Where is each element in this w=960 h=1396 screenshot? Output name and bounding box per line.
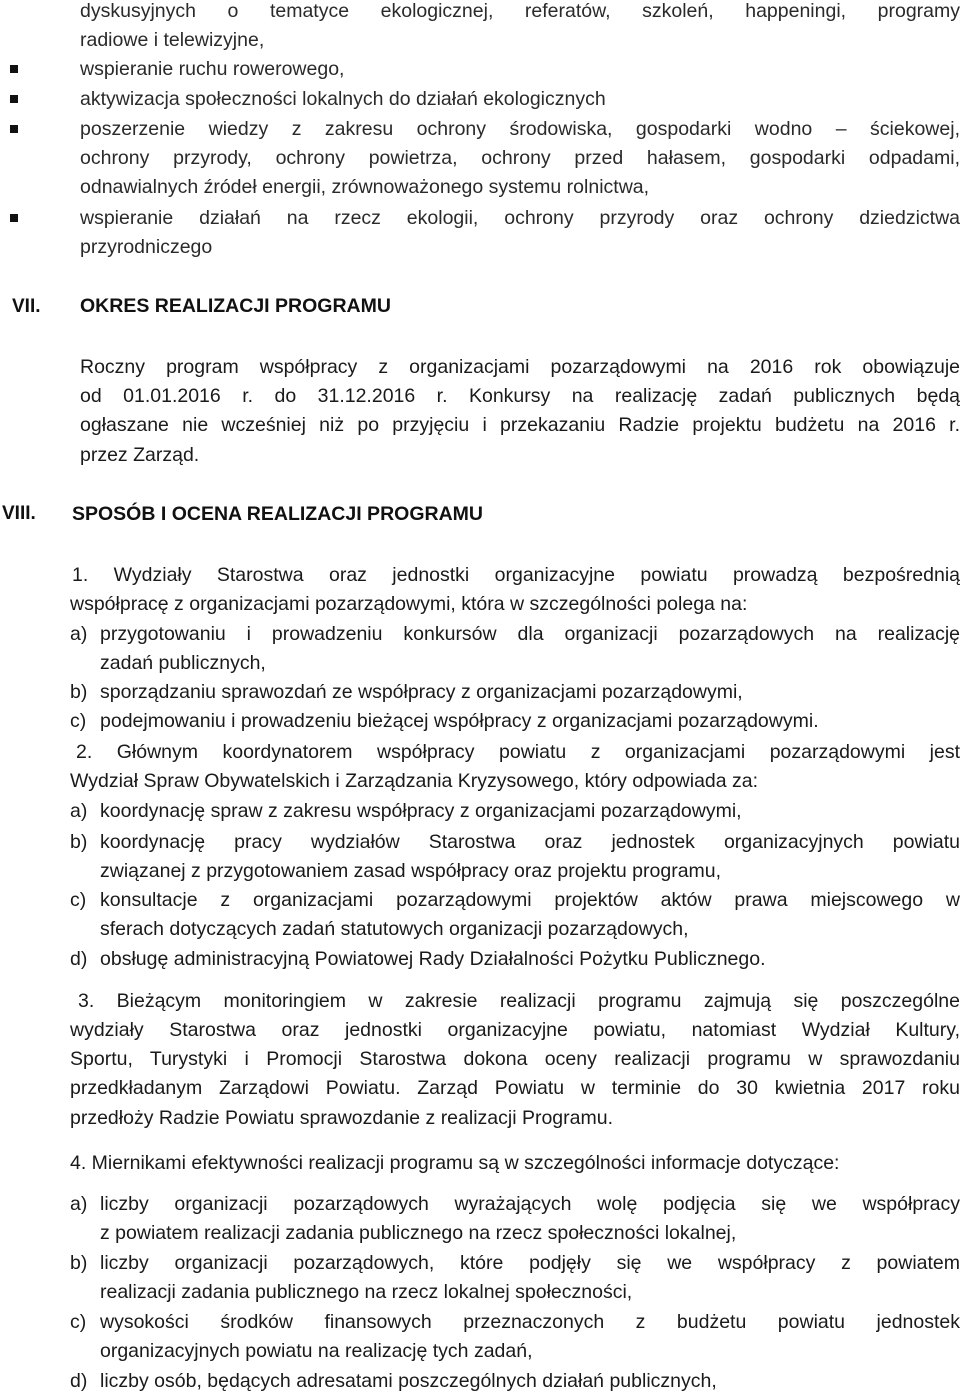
bullet-item-line: ochrony przyrody, ochrony powietrza, ochrony przed hałasem, gospodarki odpadami, [80,147,960,169]
list-item-line: wysokości środków finansowych przeznaczonych z budżetu powiatu jednostek [100,1311,960,1333]
bullet-continuation-line: dyskusyjnych o tematyce ekologicznej, referatów, szkoleń, happeningi, programy [80,0,960,22]
section-title: SPOSÓB I OCENA REALIZACJI PROGRAMU [72,503,483,525]
paragraph-line: przedłoży Radzie Powiatu sprawozdanie z realizacji Programu. [70,1107,614,1129]
paragraph-line: 4. Miernikami efektywności realizacji programu są w szczególności informacje dotyczące: [70,1152,840,1174]
list-item-line: sporządzaniu sprawozdań ze współpracy z organizacjami pozarządowymi, [100,681,743,703]
list-item-line: obsługę administracyjną Powiatowej Rady Działalności Pożytku Publicznego. [100,948,766,970]
list-item-line: zadań publicznych, [100,652,266,674]
paragraph-line: Roczny program współpracy z organizacjami pozarządowymi na 2016 rok obowiązuje [80,356,960,378]
bullet-item-line: przyrodniczego [80,236,213,258]
bullet-continuation-line: radiowe i telewizyjne, [80,29,265,51]
list-item-line: koordynację pracy wydziałów Starostwa oraz jednostek organizacyjnych powiatu [100,831,960,853]
list-item-line: koordynację spraw z zakresu współpracy z organizacjami pozarządowymi, [100,800,742,822]
paragraph-line: 3. Bieżącym monitoringiem w zakresie realizacji programu zajmują się poszczególne [78,990,960,1012]
paragraph-line: ogłaszane nie wcześniej niż po przyjęciu i przekazaniu Radzie projektu budżetu na 2016 r. [80,414,960,436]
list-item-line: liczby organizacji pozarządowych, które podjęły się we współpracy z powiatem [100,1252,960,1274]
bullet-item: wspieranie ruchu rowerowego, [80,58,345,80]
paragraph-line: Sportu, Turystyki i Promocji Starostwa dokona oceny realizacji programu w sprawozdaniu [70,1048,960,1070]
list-label: a) [70,1193,88,1215]
section-number: VII. [12,296,41,317]
list-item-line: sferach dotyczących zadań statutowych organizacji pozarządowych, [100,918,689,940]
square-bullet-icon [10,214,18,222]
list-label: b) [70,831,88,853]
paragraph-line: współpracę z organizacjami pozarządowymi, która w szczególności polega na: [70,593,748,615]
paragraph-line: wydziały Starostwa oraz jednostki organizacyjne powiatu, natomiast Wydział Kultury, [70,1019,960,1041]
list-item-line: realizacji zadania publicznego na rzecz lokalnej społeczności, [100,1281,633,1303]
list-label: b) [70,1252,88,1274]
paragraph-line: od 01.01.2016 r. do 31.12.2016 r. Konkursy na realizację zadań publicznych będą [80,385,960,407]
list-label: a) [70,800,88,822]
list-item-line: liczby organizacji pozarządowych wyrażających wolę podjęcia się we współpracy [100,1193,960,1215]
list-item-line: związanej z przygotowaniem zasad współpracy oraz projektu programu, [100,860,722,882]
paragraph-line: przez Zarząd. [80,444,200,466]
list-label: a) [70,623,88,645]
list-item-line: organizacyjnych powiatu na realizację tych zadań, [100,1340,533,1362]
bullet-item: aktywizacja społeczności lokalnych do działań ekologicznych [80,88,606,110]
bullet-item-line: odnawialnych źródeł energii, zrównoważonego systemu rolnictwa, [80,176,650,198]
bullet-item-line: wspieranie działań na rzecz ekologii, ochrony przyrody oraz ochrony dziedzictwa [80,207,960,229]
list-item-line: liczby osób, będących adresatami poszczególnych działań publicznych, [100,1370,717,1392]
list-label: c) [70,1311,87,1333]
paragraph-line: przedkładanym Zarządowi Powiatu. Zarząd Powiatu w terminie do 30 kwietnia 2017 roku [70,1077,960,1099]
square-bullet-icon [10,65,18,73]
list-label: c) [70,710,87,732]
paragraph-line: 2. Głównym koordynatorem współpracy powiatu z organizacjami pozarządowymi jest [76,741,960,763]
list-item-line: konsultacje z organizacjami pozarządowymi projektów aktów prawa miejscowego w [100,889,960,911]
section-title: OKRES REALIZACJI PROGRAMU [80,295,391,317]
list-item-line: podejmowaniu i prowadzeniu bieżącej współpracy z organizacjami pozarządowymi. [100,710,819,732]
bullet-item-line: poszerzenie wiedzy z zakresu ochrony środowiska, gospodarki wodno – ściekowej, [80,118,960,140]
list-item-line: przygotowaniu i prowadzeniu konkursów dla organizacji pozarządowych na realizację [100,623,960,645]
list-item-line: z powiatem realizacji zadania publicznego na rzecz społeczności lokalnej, [100,1222,737,1244]
list-label: b) [70,681,88,703]
paragraph-line: Wydział Spraw Obywatelskich i Zarządzania Kryzysowego, który odpowiada za: [70,770,759,792]
square-bullet-icon [10,95,18,103]
section-number: VIII. [2,503,36,524]
list-label: d) [70,948,88,970]
square-bullet-icon [10,125,18,133]
list-label: d) [70,1370,88,1392]
paragraph-line: 1. Wydziały Starostwa oraz jednostki organizacyjne powiatu prowadzą bezpośrednią [72,564,960,586]
list-label: c) [70,889,87,911]
